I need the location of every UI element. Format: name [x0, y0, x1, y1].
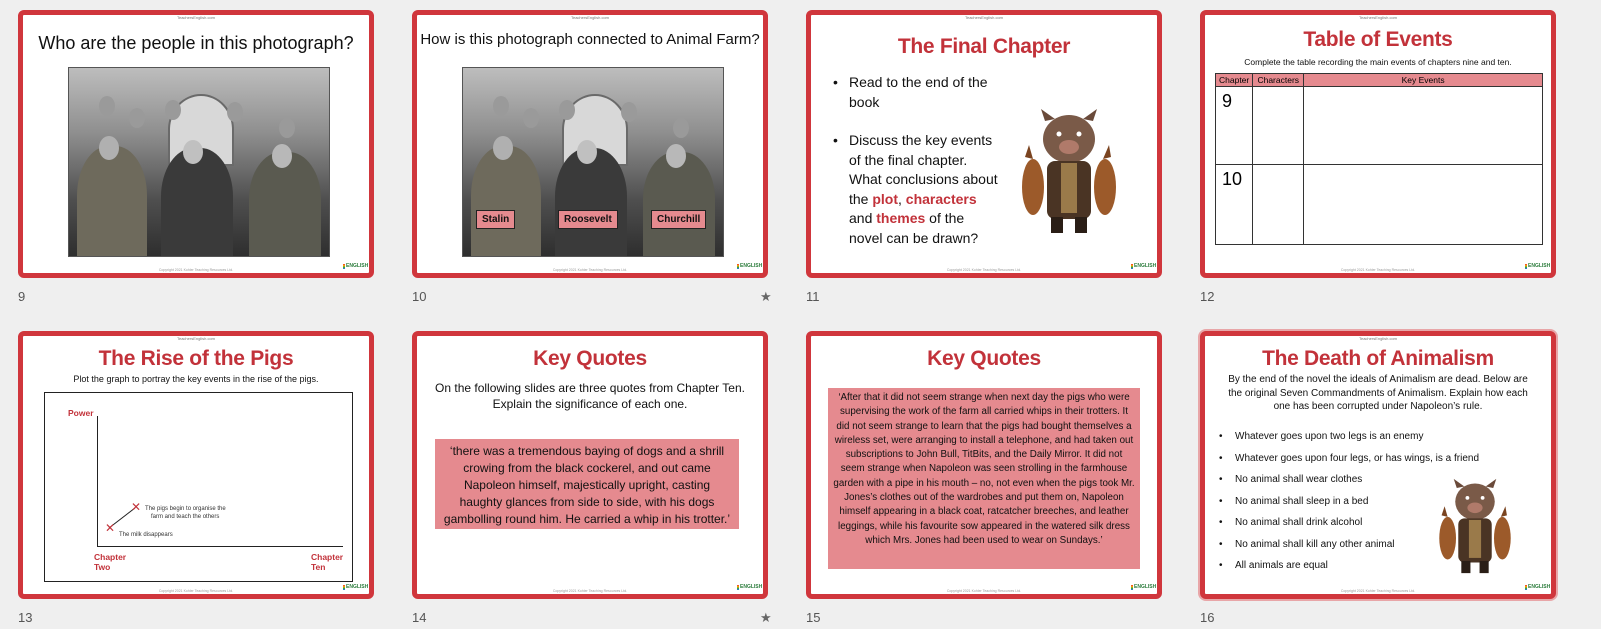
slide-number: 11 [806, 289, 820, 304]
table-header: Characters [1253, 74, 1304, 87]
table-header: Key Events [1304, 74, 1543, 87]
slide-number: 12 [1200, 289, 1215, 304]
publisher-logo: ENGLISH [1134, 263, 1157, 269]
graph-x-axis [97, 546, 343, 547]
bullet-read: • Read to the end of the book [831, 73, 1001, 112]
slide-number: 16 [1200, 610, 1215, 625]
list-item: • No animal shall sleep in a bed [1217, 491, 1517, 513]
slide-copyright: Copyright 2021 Kohler Teaching Resources Ltd. [552, 589, 628, 593]
slide-watermark: TeachersEnglish.com [570, 15, 610, 20]
slide-thumbnail-9[interactable] [18, 10, 374, 278]
slide-title: The Rise of the Pigs [98, 347, 294, 370]
slide-thumbnail-10[interactable] [412, 10, 768, 278]
slide-copyright: Copyright 2021 Kohler Teaching Resources Ltd. [1340, 589, 1416, 593]
napoleon-pig-illustration [1019, 107, 1119, 235]
list-item: • No animal shall drink alcohol [1217, 512, 1517, 534]
slide-intro: By the end of the novel the ideals of Animalism are dead. Below are the original Seven Commandments of Animalism. Explain how each one has been corrupted under Napoleon’s rule. [1228, 374, 1528, 412]
slide-title: The Death of Animalism [1262, 347, 1494, 370]
publisher-logo: ENGLISH [1528, 584, 1551, 590]
animation-star-icon: ★ [760, 289, 772, 304]
slide-thumbnail-16[interactable] [1200, 331, 1556, 599]
table-cell[interactable] [1304, 165, 1543, 245]
list-item: • No animal shall kill any other animal [1217, 534, 1517, 556]
slide-number: 14 [412, 610, 427, 625]
bullet-discuss: • Discuss the key events of the final chapter. What conclusions about the plot, characters and themes of the novel can be drawn? [831, 131, 1001, 248]
slide-subtitle: Plot the graph to portray the key events in the rise of the pigs. [73, 374, 319, 384]
label-stalin: Stalin [476, 210, 515, 229]
slide-title: Who are the people in this photograph? [38, 33, 354, 53]
publisher-logo: ENGLISH [1528, 263, 1551, 269]
slide-subtitle: Complete the table recording the main events of chapters nine and ten. [1244, 57, 1512, 67]
bullet-list [831, 73, 1001, 248]
list-item: • All animals are equal [1217, 555, 1517, 577]
graph-x-end-label: Chapter Ten [311, 552, 344, 572]
publisher-logo: ENGLISH [346, 584, 369, 590]
slide-title: Key Quotes [927, 347, 1041, 370]
graph-x-start-label: Chapter Two [94, 552, 127, 572]
yalta-photograph [68, 67, 330, 257]
quote-box: ‘After that it did not seem strange when next day the pigs who were supervising the work of the farm all carried whips in their trotters. It did not seem strange to learn that the pigs had bought themselves a wireless set, were arranging to install a telephone, and had taken out subscriptions to John Bull, TitBits, and the Daily Mirror. It did not seem strange when Napoleon was seen strolling in the farmhouse garden with a pipe in his mouth – no, not even when the pigs took Mr. Jones’s clothes out of the wardrobes and put them on, Napoleon himself appearing in a black coat, ratcatcher breeches, and leather leggings, while his favourite sow appeared in the watered silk dress which Mrs. Jones had been used to wear on Sundays.’ [828, 388, 1140, 569]
slide-thumbnail-15[interactable] [806, 331, 1162, 599]
slide-thumbnail-13[interactable] [18, 331, 374, 599]
slide-number: 15 [806, 610, 821, 625]
graph-y-label: Power [68, 408, 94, 418]
table-cell[interactable]: 9 [1216, 87, 1253, 165]
slide-watermark: TeachersEnglish.com [1358, 336, 1398, 341]
slide-copyright: Copyright 2021 Kohler Teaching Resources Ltd. [158, 589, 234, 593]
events-table [1215, 73, 1543, 245]
slide-title: How is this photograph connected to Animal Farm? [420, 31, 760, 48]
slide-copyright: Copyright 2021 Kohler Teaching Resources Ltd. [946, 268, 1022, 272]
graph-point-marker: ✕ [105, 521, 116, 535]
graph-point-label: The milk disappears [119, 532, 173, 538]
graph-point-marker: ✕ [131, 500, 142, 514]
slide-number: 13 [18, 610, 33, 625]
label-roosevelt: Roosevelt [558, 210, 618, 229]
quote-box: ‘there was a tremendous baying of dogs and a shrill crowing from the black cockerel, and out came Napoleon himself, majestically upright, casting haughty glances from side to side, with his dogs gambolling round him. He carried a whip in his trotter.’ [435, 439, 739, 529]
slide-title: The Final Chapter [897, 35, 1071, 58]
graph-frame [44, 392, 353, 582]
publisher-logo: ENGLISH [740, 263, 763, 269]
graph-point-label: The pigs begin to organise the farm and teach the others [145, 506, 226, 520]
label-churchill: Churchill [651, 210, 706, 229]
animation-star-icon: ★ [760, 610, 772, 625]
slide-number: 10 [412, 289, 427, 304]
napoleon-pig-illustration [1437, 476, 1513, 576]
table-cell[interactable] [1253, 165, 1304, 245]
slide-thumbnail-14[interactable] [412, 331, 768, 599]
slide-thumbnail-12[interactable] [1200, 10, 1556, 278]
slide-intro: On the following slides are three quotes from Chapter Ten. Explain the significance of each one. [435, 381, 745, 411]
table-cell[interactable] [1304, 87, 1543, 165]
publisher-logo: ENGLISH [740, 584, 763, 590]
publisher-logo: ENGLISH [346, 263, 369, 269]
slide-thumbnail-11[interactable] [806, 10, 1162, 278]
slide-watermark: TeachersEnglish.com [176, 336, 216, 341]
slide-copyright: Copyright 2021 Kohler Teaching Resources Ltd. [552, 268, 628, 272]
slide-watermark: TeachersEnglish.com [964, 15, 1004, 20]
slide-copyright: Copyright 2021 Kohler Teaching Resources Ltd. [946, 589, 1022, 593]
publisher-logo: ENGLISH [1134, 584, 1157, 590]
table-cell[interactable] [1253, 87, 1304, 165]
slide-copyright: Copyright 2021 Kohler Teaching Resources Ltd. [158, 268, 234, 272]
graph-y-axis [97, 416, 98, 546]
slide-watermark: TeachersEnglish.com [176, 15, 216, 20]
slide-title: Key Quotes [533, 347, 647, 370]
slide-copyright: Copyright 2021 Kohler Teaching Resources Ltd. [1340, 268, 1416, 272]
table-cell[interactable]: 10 [1216, 165, 1253, 245]
table-header: Chapter [1216, 74, 1253, 87]
list-item: • Whatever goes upon four legs, or has wings, is a friend [1217, 448, 1517, 470]
slide-number: 9 [18, 289, 26, 304]
slide-watermark: TeachersEnglish.com [1358, 15, 1398, 20]
slide-title: Table of Events [1303, 28, 1453, 51]
list-item: • Whatever goes upon two legs is an enemy [1217, 426, 1517, 448]
list-item: • No animal shall wear clothes [1217, 469, 1517, 491]
